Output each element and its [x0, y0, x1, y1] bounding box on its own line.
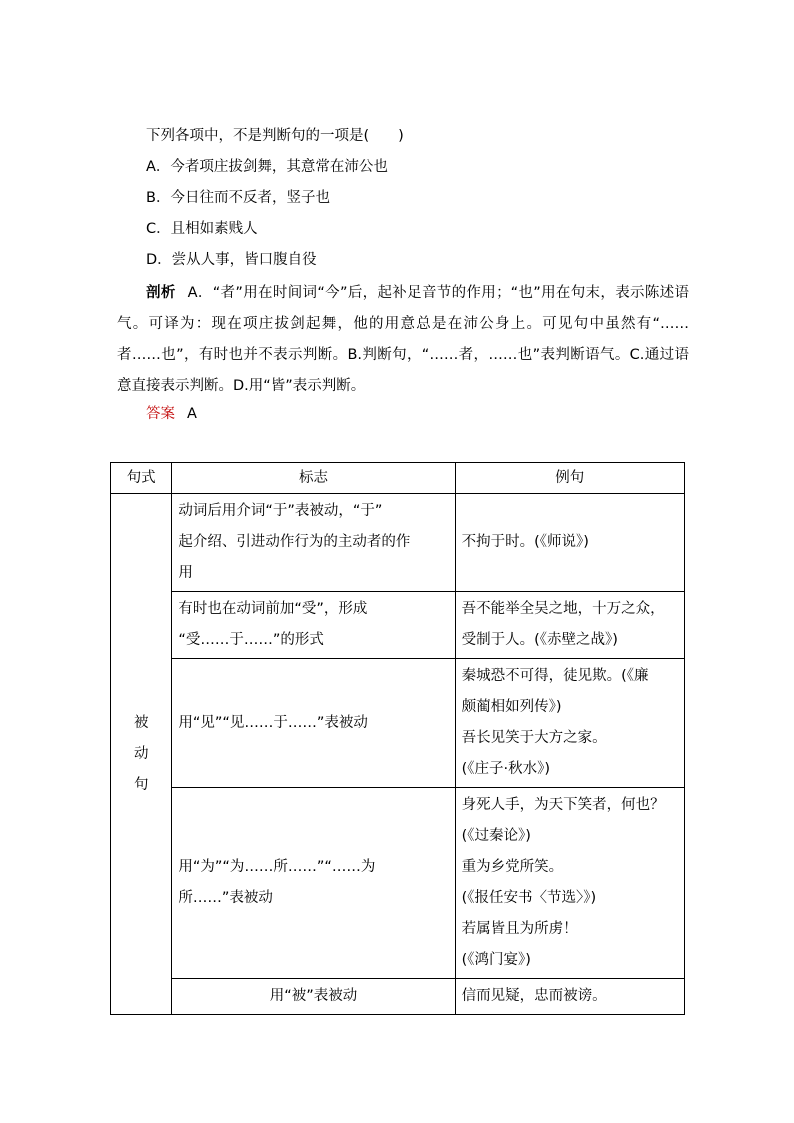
question-block [146, 124, 686, 279]
example-line: 受制于人。(《赤壁之战》) [461, 632, 618, 648]
header-example: 例句 [455, 463, 684, 494]
table-row [111, 592, 685, 659]
category-char: 被 [133, 714, 149, 731]
marker-cell [172, 494, 455, 592]
category-cell [111, 494, 172, 1015]
analysis-text: A．“者”用在时间词“今”后，起补足音节的作用；“也”用在句末，表示陈述语气。可译为：现在项庄拔剑起舞，他的用意总是在沛公身上。可见句中虽然有“……者……也”，有时也并不表示判断。B.判断句，“……者，……也”表判断语气。C.通过语意直接表示判断。D.用“皆”表示判断。 [117, 285, 689, 394]
answer-label: 答案 [146, 406, 175, 422]
example-line: 颇蔺相如列传》) [461, 699, 562, 715]
marker-cell [172, 659, 455, 788]
answer-line [146, 402, 197, 426]
marker-line: 用 [178, 565, 193, 581]
marker-line: 动词后用介词“于”表被动，“于” [178, 503, 383, 519]
example-cell [455, 788, 684, 979]
example-cell [455, 592, 684, 659]
table-row [111, 788, 685, 979]
marker-line: 所……”表被动 [178, 890, 273, 906]
marker-cell [172, 979, 455, 1015]
marker-cell [172, 788, 455, 979]
marker-cell [172, 592, 455, 659]
answer-value: A [187, 406, 197, 422]
option-a: A．今者项庄拔剑舞，其意常在沛公也 [146, 159, 388, 175]
table-header-row [111, 463, 685, 494]
example-line: (《过秦论》) [461, 828, 531, 844]
analysis-paragraph [117, 278, 689, 402]
example-line: (《庄子·秋水》) [461, 761, 551, 777]
example-line: (《报任安书〈节选〉》) [461, 890, 597, 906]
table-row [111, 494, 685, 592]
marker-line: 用“被”表被动 [269, 988, 358, 1004]
analysis-label: 剖析 [146, 285, 176, 301]
marker-line: 起介绍、引进动作行为的主动者的作 [178, 534, 411, 550]
question-stem: 下列各项中，不是判断句的一项是( ) [146, 128, 404, 144]
example-cell [455, 659, 684, 788]
example-line: (《鸿门宴》) [461, 952, 531, 968]
table-row [111, 979, 685, 1015]
header-marker: 标志 [172, 463, 455, 494]
passive-sentence-table [110, 462, 685, 1015]
option-c: C．且相如素贱人 [146, 221, 258, 237]
marker-line: 用“见”“见……于……”表被动 [178, 714, 368, 731]
marker-line: 有时也在动词前加“受”，形成 [178, 601, 368, 617]
example-cell [455, 494, 684, 592]
example-line: 吾长见笑于大方之家。 [461, 730, 607, 746]
category-char: 动 [133, 745, 149, 762]
example-cell [455, 979, 684, 1015]
header-sentence-type: 句式 [111, 463, 172, 494]
example-line: 重为乡党所笑。 [461, 859, 564, 875]
example-line: 身死人手，为天下笑者，何也？ [461, 797, 665, 813]
table-row [111, 659, 685, 788]
marker-line: 用“为”“为……所……”“……为 [178, 859, 376, 875]
category-char: 句 [133, 776, 149, 793]
marker-line: “受……于……”的形式 [178, 632, 324, 648]
example-line: 不拘于时。(《师说》) [461, 534, 589, 550]
example-line: 秦城恐不可得，徒见欺。(《廉 [461, 668, 649, 684]
option-d: D．尝从人事，皆口腹自役 [146, 252, 317, 268]
example-line: 信而见疑，忠而被谤。 [461, 988, 607, 1004]
example-line: 吾不能举全吴之地，十万之众， [461, 601, 665, 617]
example-line: 若属皆且为所虏！ [461, 921, 578, 937]
option-b: B．今日往而不反者，竖子也 [146, 190, 330, 206]
